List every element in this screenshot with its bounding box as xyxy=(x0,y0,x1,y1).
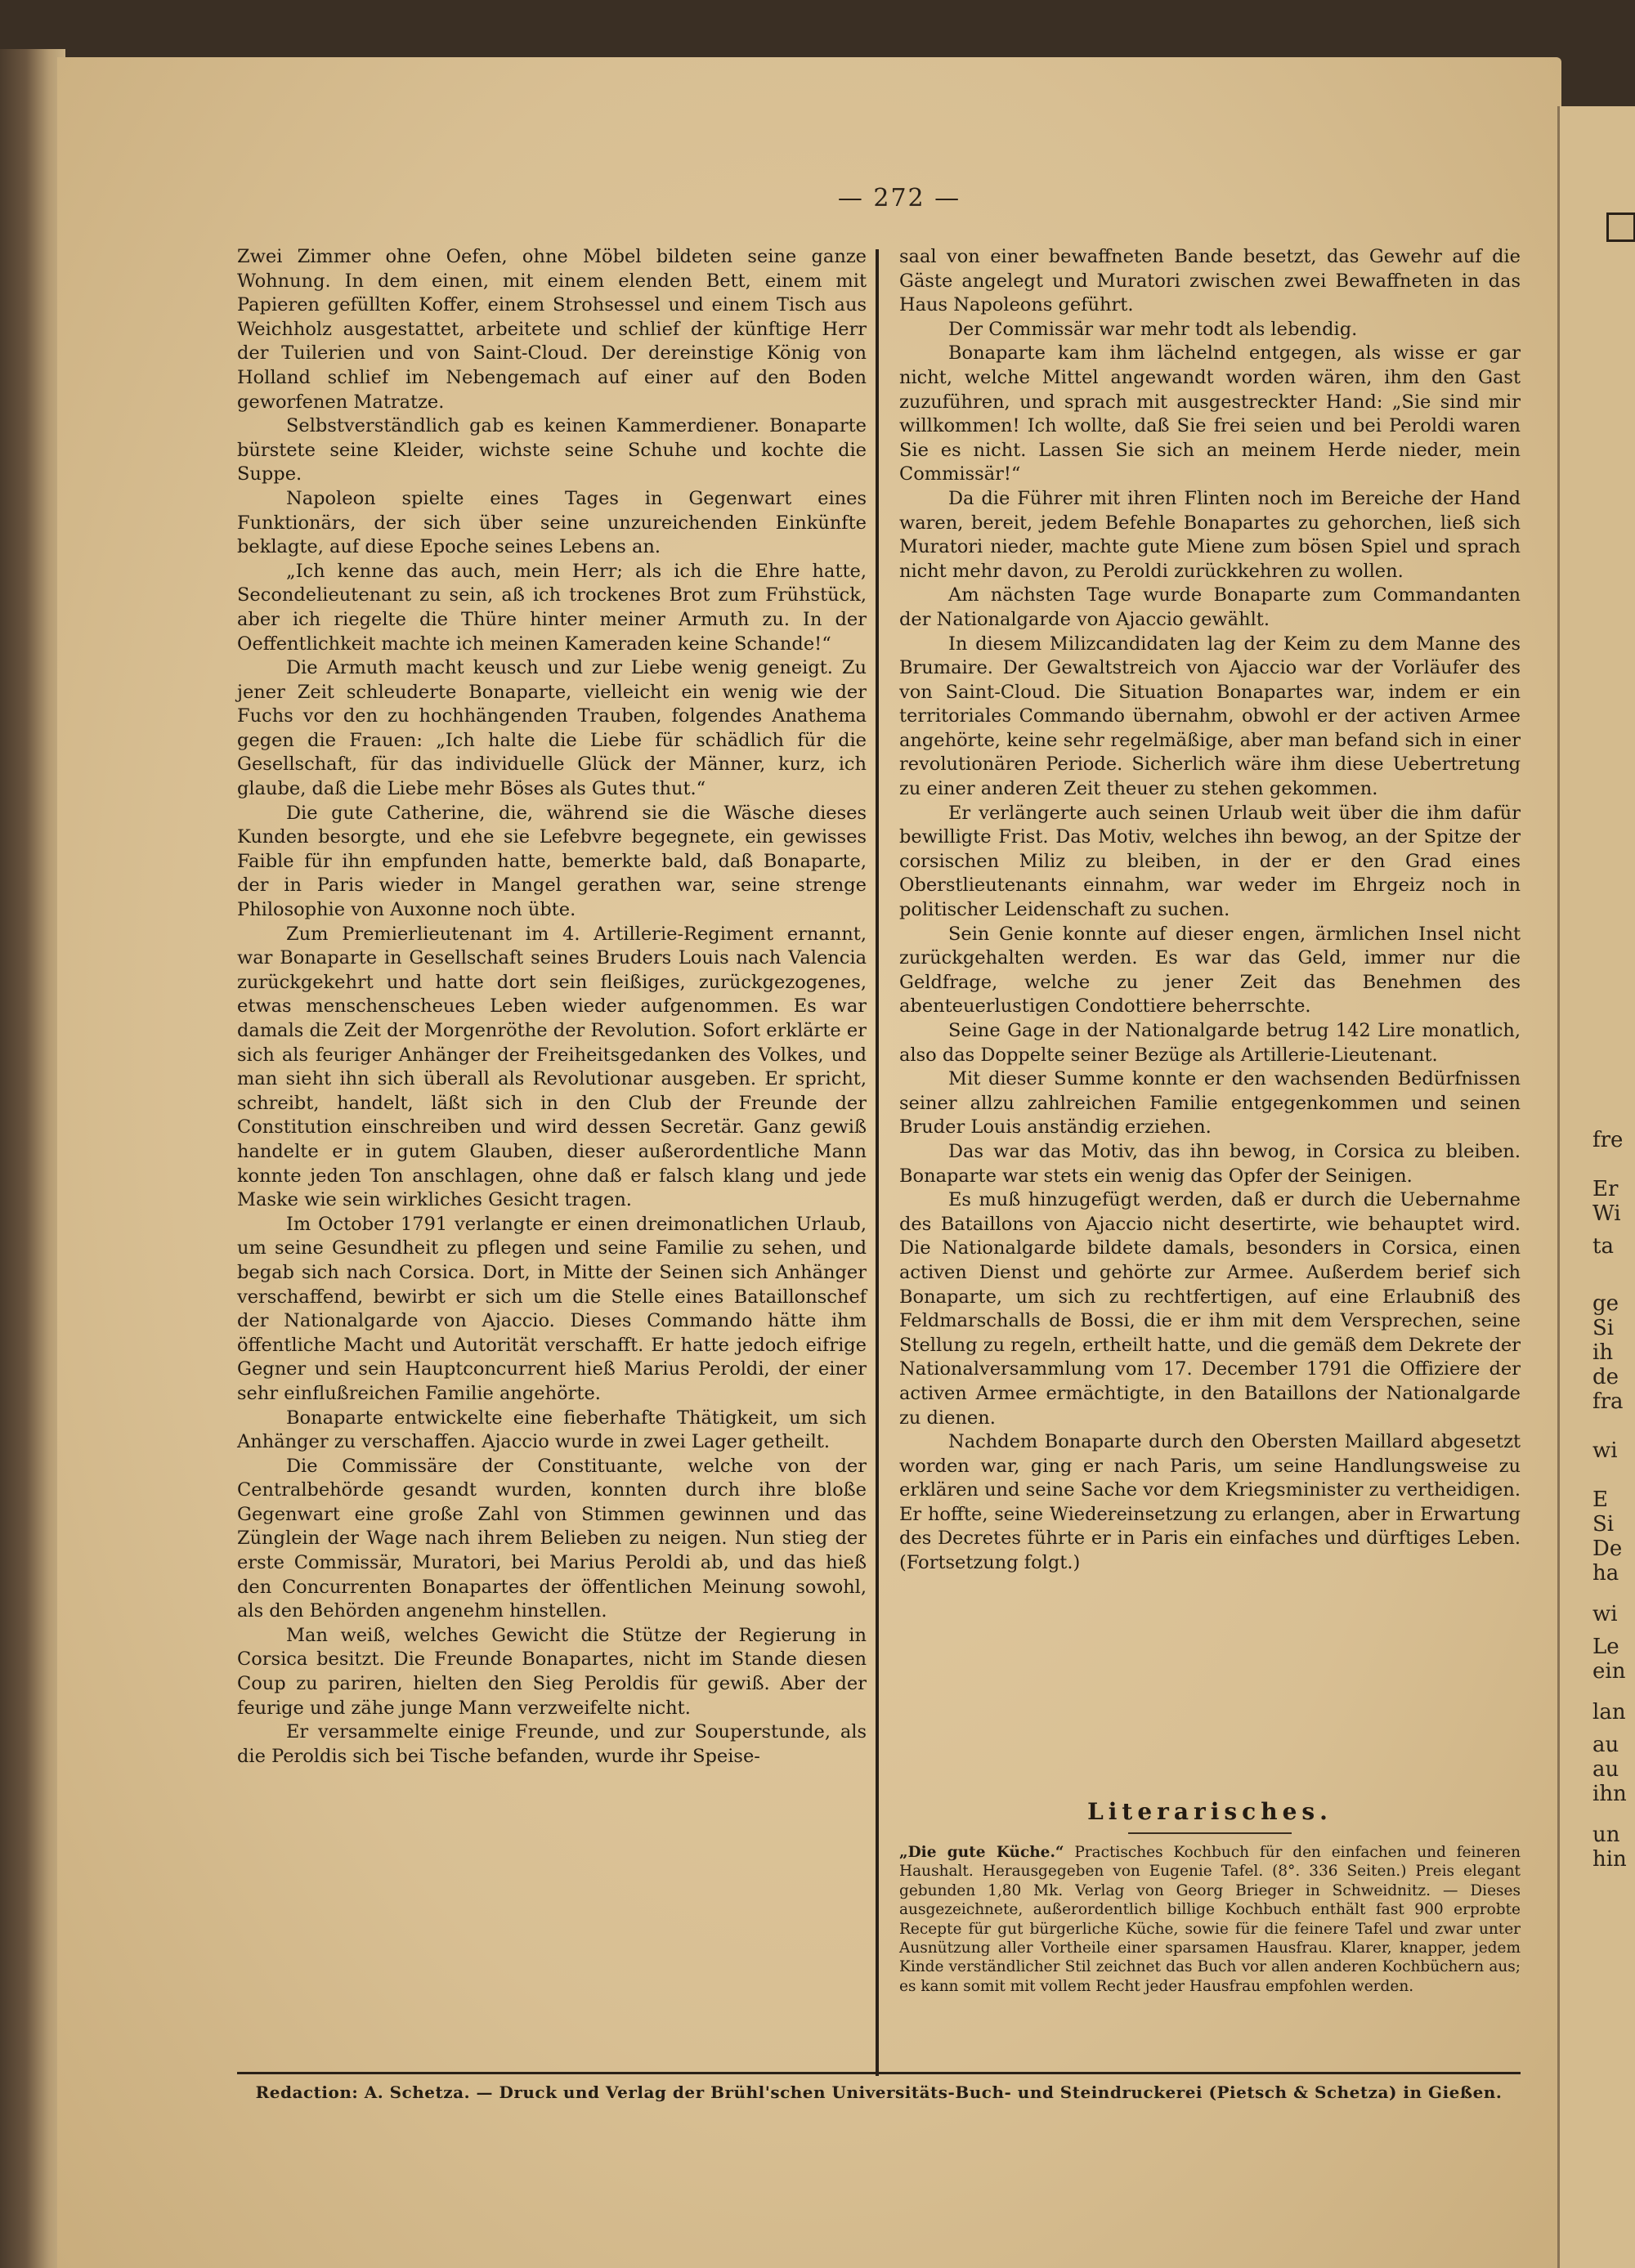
adjacent-page-text: Si xyxy=(1592,1316,1615,1340)
adjacent-page-text: ein xyxy=(1592,1659,1626,1684)
paragraph: Zwei Zimmer ohne Oefen, ohne Möbel bildeten seine ganze Wohnung. In dem einen, mit einem elenden Bett, einem mit Papieren gefüllten Koffer, einem Strohsessel und einem Tisch aus Weichholz ausgestattet, arbeitete und schlief der künftige Herr der Tuilerien und von Saint-Cloud. Der dereinstige König von Holland schlief im Nebengemach auf einer auf den Boden geworfenen Matratze. xyxy=(237,246,867,413)
paragraph: Zum Premierlieutenant im 4. Artillerie-Regiment ernannt, war Bonaparte in Gesellschaft seines Bruders Louis nach Valencia zurückgekehrt und hatte dort sein fleißiges, zurückgezogenes, etwas menschenscheues Leben wieder aufgenommen. Es war damals die Zeit der Morgenröthe der Revolution. Sofort erklärte er sich als feuriger Anhänger der Freiheitsgedanken des Volkes, und man sieht ihn sich überall als Revolutionar ausgeben. Er spricht, schreibt, handelt, läßt sich in den Club der Freunde der Constitution einschreiben und wird dessen Secretär. Ganz gewiß handelte er in gutem Glauben, dieser außerordentliche Mann konnte jeden Ton anschlagen, ohne daß er falsch klang und jede Maske wie sein wirkliches Gesicht tragen. xyxy=(237,923,867,1211)
adjacent-page-text: Er xyxy=(1592,1177,1619,1201)
paragraph: Bonaparte entwickelte eine fieberhafte Thätigkeit, um sich Anhänger zu verschaffen. Ajaccio wurde in zwei Lager getheilt. xyxy=(237,1407,867,1453)
footer-rule xyxy=(237,2072,1521,2074)
adjacent-page-text: ihn xyxy=(1592,1782,1627,1806)
adjacent-page-text: wi xyxy=(1592,1602,1618,1626)
imprint-footer: Redaction: A. Schetza. — Druck und Verlag der Brühl'schen Universitäts-Buch- und Steindruckerei (Pietsch & Schetza) in Gießen. xyxy=(255,2082,1503,2102)
paragraph: Mit dieser Summe konnte er den wachsenden Bedürfnissen seiner allzu zahlreichen Familie entgegenkommen und seinen Bruder Louis anständig erziehen. xyxy=(899,1068,1521,1138)
book-page-stack xyxy=(0,49,65,2268)
paragraph: Nachdem Bonaparte durch den Obersten Maillard abgesetzt worden war, ging er nach Paris, um seine Handlungsweise zu erklären und seine Sache vor dem Kriegsminister zu vertheidigen. Er hoffte, seine Wiedereinsetzung zu erlangen, aber in Erwartung des Decretes führte er in Paris ein einfaches und dürftiges Leben. (Fortsetzung folgt.) xyxy=(899,1431,1521,1574)
adjacent-page-text: de xyxy=(1592,1365,1619,1389)
paragraph: Am nächsten Tage wurde Bonaparte zum Commandanten der Nationalgarde von Ajaccio gewählt. xyxy=(899,584,1521,630)
adjacent-page-text: ha xyxy=(1592,1561,1619,1586)
adjacent-page-text: Wi xyxy=(1592,1201,1621,1226)
paragraph: Sein Genie konnte auf dieser engen, ärmlichen Insel nicht zurückgehalten werden. Es war das Geld, immer nur die Geldfrage, welche zu jener Zeit das Benehmen des abenteuerlustigen Condottiere beherrschte. xyxy=(899,923,1521,1018)
paragraph: Selbstverständlich gab es keinen Kammerdiener. Bonaparte bürstete seine Kleider, wichste seine Schuhe und kochte die Suppe. xyxy=(237,415,867,485)
adjacent-page-text: lan xyxy=(1592,1700,1626,1724)
paragraph: Die Commissäre der Constituante, welche von der Centralbehörde gesandt wurden, konnten durch ihre bloße Gegenwart eine große Zahl von Stimmen gewinnen und das Zünglein der Wage nach ihrem Belieben zu neigen. Nun stieg der erste Commissär, Muratori, bei Marius Peroldi ab, und das hieß den Concurrenten Bonapartes der öffentlichen Meinung sowohl, als den Behörden angenehm hinstellen. xyxy=(237,1455,867,1622)
paragraph: Die gute Catherine, die, während sie die Wäsche dieses Kunden besorgte, und ehe sie Lefebvre begegnete, ein gewisses Faible für ihn empfunden hatte, bemerkte bald, daß Bonaparte, der in Paris wieder in Mangel gerathen war, seine strenge Philosophie von Auxonne noch übte. xyxy=(237,802,867,921)
paragraph: Die Armuth macht keusch und zur Liebe wenig geneigt. Zu jener Zeit schleuderte Bonaparte, vielleicht ein wenig wie der Fuchs vor den zu hochhängenden Trauben, folgendes Anathema gegen die Frauen: „Ich halte die Liebe für schädlich für die Gesellschaft, für das individuelle Glück der Männer, kurz, ich glaube, daß die Liebe mehr Böses als Gutes thut.“ xyxy=(237,657,867,800)
paragraph: Im October 1791 verlangte er einen dreimonatlichen Urlaub, um seine Gesundheit zu pflegen und seine Familie zu sehen, und begab sich nach Corsica. Dort, in Mitte der Seinen sich Anhänger verschaffend, bewirbt er sich um die Stelle eines Bataillonschef der Nationalgarde von Ajaccio. Dieses Commando hätte ihm öffentliche Macht und Autorität verschafft. Er hatte jedoch eifrige Gegner und sein Hauptconcurrent hieß Marius Peroldi, der einer sehr einflußreichen Familie angehörte. xyxy=(237,1213,867,1404)
paragraph: Bonaparte kam ihm lächelnd entgegen, als wisse er gar nicht, welche Mittel angewandt worden wären, ihm den Gast zuzuführen, und sprach mit ausgestreckter Hand: „Sie sind mir willkommen! Ich wollte, daß Sie frei seien und bei Peroldi waren Sie es nicht. Lassen Sie sich an meinem Herde nieder, mein Commissär!“ xyxy=(899,342,1521,485)
adjacent-page-text: E xyxy=(1592,1487,1608,1512)
adjacent-page-text: De xyxy=(1592,1537,1623,1561)
adjacent-page-edge xyxy=(1557,106,1635,2268)
heading-rule xyxy=(1128,1832,1292,1834)
adjacent-page-text: fra xyxy=(1592,1389,1624,1414)
paragraph: saal von einer bewaffneten Bande besetzt, das Gewehr auf die Gäste angelegt und Muratori zwischen zwei Bewaffneten in das Haus Napoleons geführt. xyxy=(899,246,1521,316)
paragraph: Es muß hinzugefügt werden, daß er durch die Uebernahme des Bataillons von Ajaccio nicht desertirte, wie behauptet wird. Die Nationalgarde bildete damals, besonders in Corsica, einen activen Dienst und gehörte zur Armee. Außerdem berief sich Bonaparte, um sich zu rechtfertigen, auf eine Erlaubniß des Feldmarschalls de Bossi, die er ihm mit dem Versprechen, seine Stellung zu regeln, ertheilt hatte, und die gemäß dem Dekrete der Nationalversammlung vom 17. December 1791 die Offiziere der activen Armee ermächtigte, in den Bataillons der Nationalgarde zu dienen. xyxy=(899,1189,1521,1429)
adjacent-page-text: au xyxy=(1592,1733,1619,1757)
paragraph: Das war das Motiv, das ihn bewog, in Corsica zu bleiben. Bonaparte war stets ein wenig das Opfer der Seinigen. xyxy=(899,1140,1521,1187)
adjacent-page-text: hin xyxy=(1592,1847,1627,1872)
page-number: — 272 — xyxy=(837,184,961,212)
paragraph: „Ich kenne das auch, mein Herr; als ich die Ehre hatte, Secondelieutenant zu sein, aß ich trockenes Brot zum Frühstück, aber ich riegelte die Thüre hinter meiner Armuth zu. In der Oeffentlichkeit machte ich meinen Kameraden keine Schande!“ xyxy=(237,560,867,655)
adjacent-page-text: fre xyxy=(1592,1128,1624,1152)
book-review-text: Practisches Kochbuch für den einfachen und feineren Haushalt. Herausgegeben von Eugenie Tafel. (8°. 336 Seiten.) Preis elegant gebunden 1,80 Mk. Verlag von Georg Brieger in Schweidnitz. — Dieses ausgezeichnete, außerordentlich billige Kochbuch enthält fast 900 erprobte Recepte für gut bürgerliche Küche, sowie für die feinere Tafel und zwar unter Ausnützung aller Vortheile einer sparsamen Hausfrau. Klarer, knapper, jedem Kinde verständlicher Stil zeichnet das Buch vor allen anderen Kochbüchern aus; es kann somit mit vollem Recht jeder Hausfrau empfohlen werden. xyxy=(899,1844,1521,1995)
paragraph: Der Commissär war mehr todt als lebendig. xyxy=(948,318,1358,340)
paragraph: Er verlängerte auch seinen Urlaub weit über die ihm dafür bewilligte Frist. Das Motiv, welches ihn bewog, an der Spitze der corsischen Miliz zu bleiben, in der er den Grad eines Oberstlieutenants einnahm, war weder im Ehrgeiz noch in politischer Leidenschaft zu suchen. xyxy=(899,802,1521,921)
paragraph: Napoleon spielte eines Tages in Gegenwart eines Funktionärs, der sich über seine unzureichenden Einkünfte beklagte, auf diese Epoche seines Lebens an. xyxy=(237,487,867,558)
adjacent-page-text: ih xyxy=(1592,1340,1614,1365)
adjacent-page-text: un xyxy=(1592,1823,1620,1847)
paragraph: Man weiß, welches Gewicht die Stütze der Regierung in Corsica besitzt. Die Freunde Bonapartes, nicht im Stande diesen Coup zu pariren, hielten den Sieg Peroldis für gewiß. Aber der feurige und zähe junge Mann verzweifelte nicht. xyxy=(237,1624,867,1719)
literary-notice xyxy=(899,1843,1521,1996)
left-column xyxy=(237,245,867,1769)
book-title: „Die gute Küche.“ xyxy=(899,1844,1064,1861)
paragraph: Da die Führer mit ihren Flinten noch im Bereiche der Hand waren, bereit, jedem Befehle Bonapartes zu gehorchen, ließ sich Muratori nieder, machte gute Miene zum bösen Spiel und sprach nicht mehr davon, zu Peroldi zurückkehren zu wollen. xyxy=(899,487,1521,582)
paragraph: Er versammelte einige Freunde, und zur Souperstunde, als die Peroldis sich bei Tische befanden, wurde ihr Speise- xyxy=(237,1721,867,1767)
adjacent-page-text: au xyxy=(1592,1757,1619,1782)
adjacent-page-text: Le xyxy=(1592,1635,1619,1659)
literary-heading: Literarisches. xyxy=(1087,1798,1333,1825)
margin-box-icon xyxy=(1606,212,1635,242)
adjacent-page-text: wi xyxy=(1592,1438,1618,1463)
adjacent-page-text: ge xyxy=(1592,1291,1619,1316)
paragraph: Seine Gage in der Nationalgarde betrug 142 Lire monatlich, also das Doppelte seiner Bezüge als Artillerie-Lieutenant. xyxy=(899,1020,1521,1066)
column-divider xyxy=(876,249,879,2076)
adjacent-page-text: ta xyxy=(1592,1234,1614,1259)
adjacent-page-text: Si xyxy=(1592,1512,1615,1537)
right-column xyxy=(899,245,1521,1576)
paragraph: In diesem Milizcandidaten lag der Keim zu dem Manne des Brumaire. Der Gewaltstreich von Ajaccio war der Vorläufer des von Saint-Cloud. Die Situation Bonapartes war, indem er ein territoriales Commando übernahm, obwohl er der activen Armee angehörte, keine sehr regelmäßige, aber man befand sich in einer revolutionären Periode. Sicherlich wäre ihm diese Uebertretung zu einer anderen Zeit theuer zu stehen gekommen. xyxy=(899,633,1521,800)
